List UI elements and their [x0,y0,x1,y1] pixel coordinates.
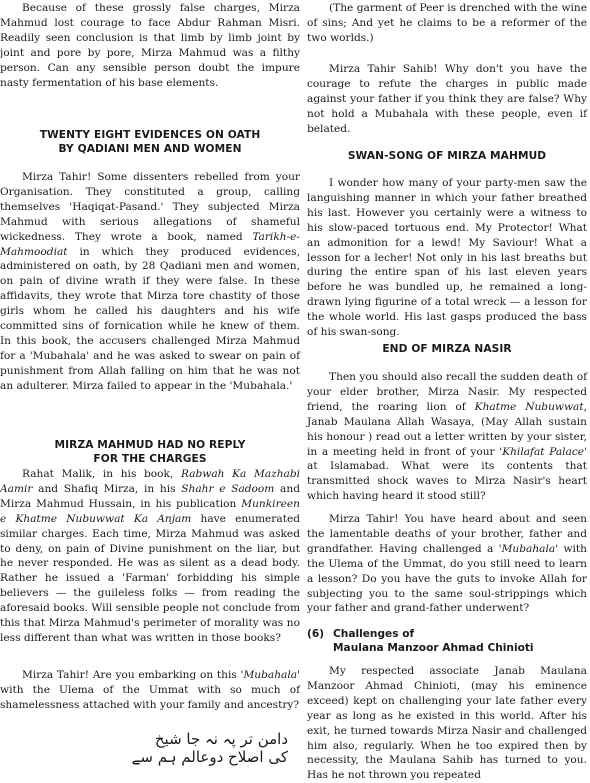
italic-term: Mubahala [243,669,298,681]
heading-line: TWENTY EIGHT EVIDENCES ON OATH [39,129,261,141]
paragraph: I wonder how many of your party-men saw the languishing manner in which your father breathed his last. However you certainly were a witness to his slow-paced tortuous end. My Protector! What an admonition for a lewd! My Saviour! What a lesson for a lecher! Not only in his last breaths but during the entire span of his last eleven years before he was bundled up, he remained a long-drawn lying figurine of a total wreck — a lesson for the whole world. His last gasps produced the bass of his swan-song. [307,177,587,339]
text-run: and Shafiq Mirza, in his [32,482,182,495]
urdu-line: کی اصلاح دوعالم ہم سے [131,748,288,766]
paragraph [307,512,587,616]
italic-term: Mubahala' [501,542,559,555]
subheading-line: Maulana Manzoor Ahmad Chinioti [333,642,534,654]
text-run: and Mirza Mahmud Hussain, in his publication [0,482,300,510]
italic-title: Tarikh-e-Mahmoodiat [0,230,300,258]
section-heading: END OF MIRZA NASIR [382,343,512,355]
text-run: Mirza Tahir! Are you embarking on this ' [22,669,244,681]
paragraph: Mirza Tahir Sahib! Why don't you have the courage to refute the charges in public made against your father if you think they are false? Why not hold a Mubahala with these people, even if belated. [307,63,587,135]
paragraph: (The garment of Peer is drenched with the wine of sins; And yet he claims to be a reformer of the two worlds.) [307,2,587,44]
paragraph [0,467,300,646]
urdu-line: دامن تر پہ نہ جا شیخ [154,730,288,748]
text-run: Rahat Malik, in his book, [22,468,181,480]
urdu-couplet [18,728,288,768]
section-heading: SWAN-SONG OF MIRZA MAHMUD [347,150,547,162]
paragraph: My respected associate Janab Maulana Manzoor Ahmad Chinioti, (may his eminence exceed) kept on challenging your late father every year as long as he existed in this world. After his exit, he turned towards Mirza Nasir and challenged him also, regularly. When he too expired then by necessity, the Maulana Sahib has turned to you. Has he not thrown you repeated [307,665,587,782]
heading-line: FOR THE CHARGES [93,453,207,465]
subheading-line: Challenges of [333,628,415,640]
text-run: ' at Islamabad. What were its contents that transmitted shock waves to Mirza Nasir's heart which having heard it stood still? [307,445,587,503]
numbered-subheading [307,627,587,655]
paragraph [0,170,300,394]
paragraph [0,668,300,713]
italic-term: Khatme Nubuwwat [474,400,584,413]
text-run: Then you should also recall the sudden death of your elder brother, Mirza Nasir. My respected friend, the roaring lion of [307,371,587,413]
paragraph [307,370,587,504]
italic-title: Rabwah Ka Mazhabi Aamir [0,468,300,495]
heading-line: BY QADIANI MEN AND WOMEN [58,143,242,155]
text-run: ' with the Ulema of the Ummat with so much of shamelessness attached with your family and ancestry? [0,669,300,711]
section-heading [0,128,300,156]
section-heading [0,438,300,466]
text-run: in which they produced evidences, administered on oath, by 28 Qadiani men and women, on pain of divine wrath if they were false. In these affidavits, they wrote that Mirza tore chastity of those girls whom he called his daughters and his wife committed sins of fornication while he knew of them. In this book, the accusers challenged Mirza Mahmud for a 'Mubahala' and he was asked to swear on pain of punishment from Allah falling on him that he was not an adulterer. Mirza failed to appear in the 'Mubahala.' [0,245,300,392]
text-run: with the Ulema of the Ummat, do you still need to learn a lesson? Do you have the guts to invoke Allah for subjecting you to the same soul-strippings which your father and grand-father underwent? [307,542,588,615]
text-run: Mirza Tahir! You have heard about and seen the lamentable deaths of your brother, father and grandfather. Having challenged a ' [307,513,587,555]
italic-title: Shahr e Sadoom [181,482,275,495]
subheading-number: (6) [307,628,325,640]
italic-term: Khilafat Palace [502,445,585,458]
text-run: have enumerated similar charges. Each time, Mirza Mahmud was asked to deny, on pain of Divine punishment on the liar, but he never responded. He was as silent as a dead body. Rather he issued a 'Farman' forbidding his simple believers — the guileless folks — from reading the aforesaid books. Will sensible people not conclude from this that Mirza Mahmud's perimeter of morality was no less different than what was written in those books? [0,512,300,644]
italic-title: Munkireen e Khatme Nubuwwat Ka Anjam [0,497,300,525]
heading-line: MIRZA MAHMUD HAD NO REPLY [54,439,246,451]
text-run: , Janab Maulana Allah Wasaya, (May Allah sustain his honour ) read out a letter written by your sister, in a meeting held in front of your ' [307,400,587,458]
paragraph: Because of these grossly false charges, Mirza Mahmud lost courage to face Abdur Rahman Misri. Readily seen conclusion is that limb by limb joint by joint and pore by pore, Mirza Mahmud was a filthy person. Can any sensible person doubt the impure nasty fermentation of his base elements. [0,2,300,89]
text-run: Mirza Tahir! Some dissenters rebelled from your Organisation. They constituted a group, calling themselves 'Haqiqat-Pasand.' They subjected Mirza Mahmud with serious allegations of shameful wickedness. They wrote a book, named [0,171,300,243]
